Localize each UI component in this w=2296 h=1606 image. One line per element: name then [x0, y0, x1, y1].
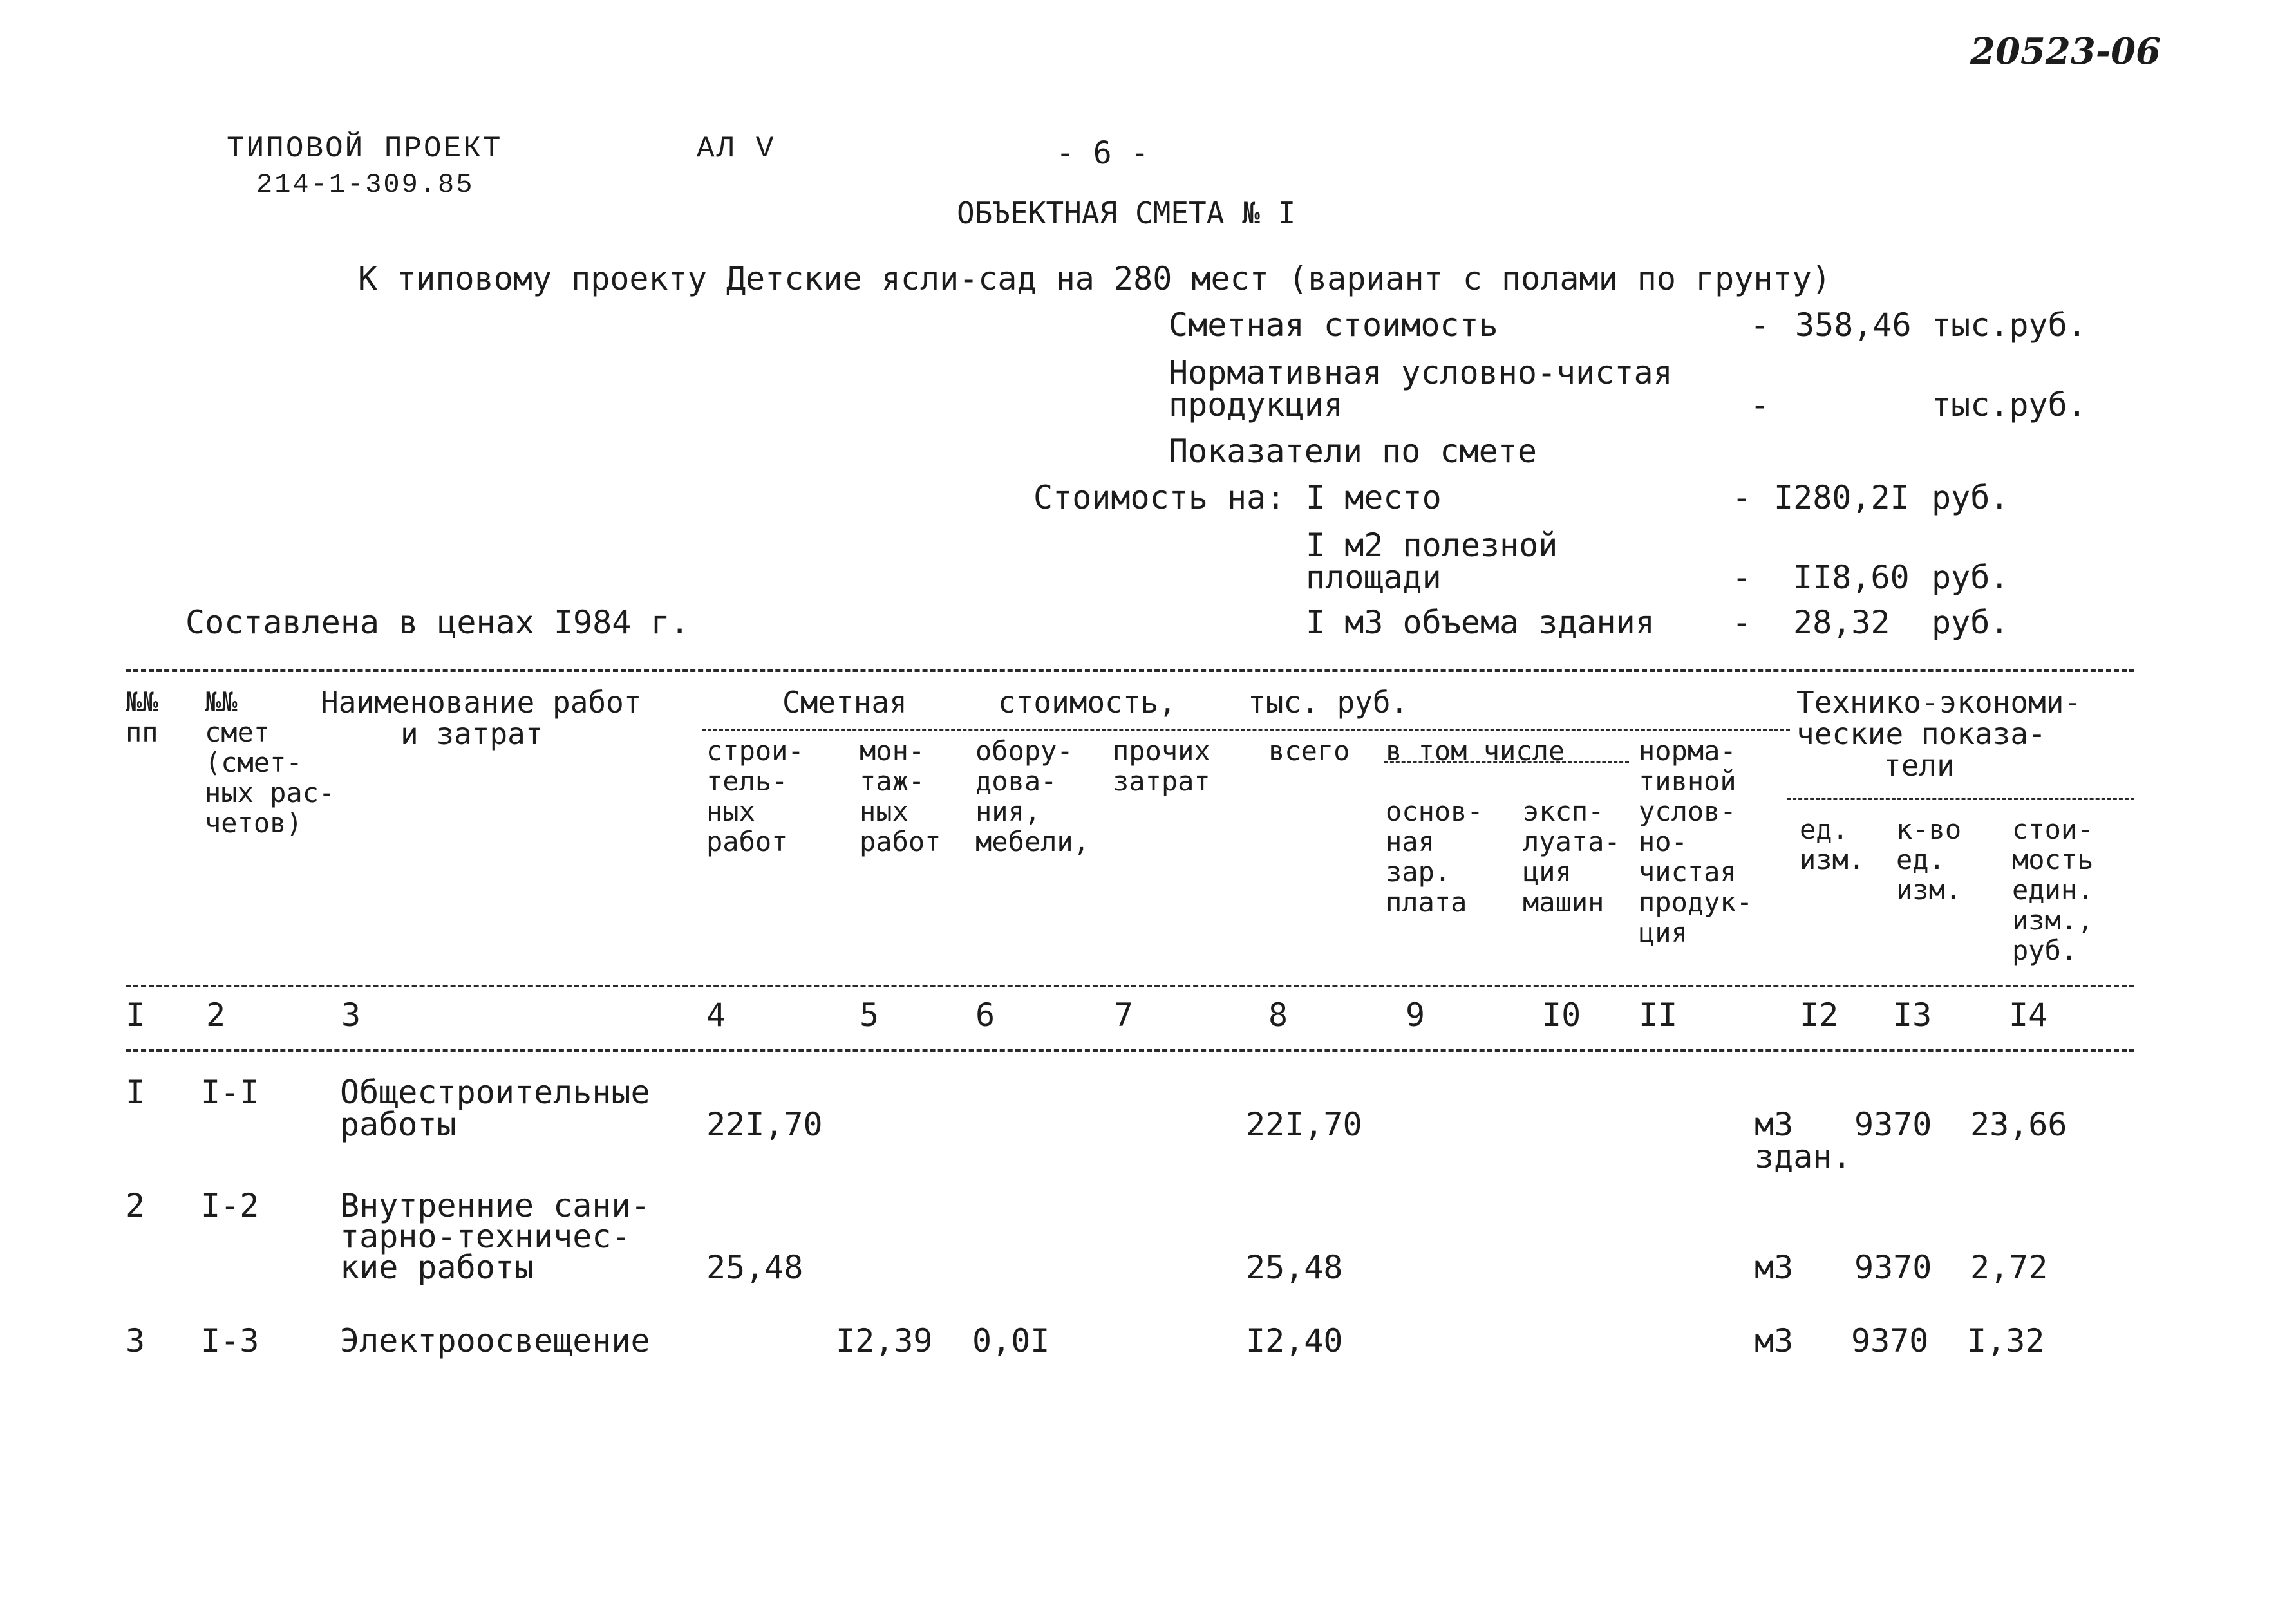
- header-c6-line3: ния,: [975, 796, 1041, 827]
- per-m2-unit: руб.: [1932, 559, 2009, 596]
- document-title: ОБЪЕКТНАЯ СМЕТА № I: [957, 196, 1296, 230]
- header-c10-line2: луата-: [1523, 826, 1621, 857]
- header-including: в том числе: [1386, 735, 1565, 767]
- header-c6-line4: мебели,: [975, 826, 1090, 857]
- header-c10-line4: машин: [1523, 886, 1604, 918]
- header-c11-line2: тивной: [1639, 765, 1736, 797]
- header-c5-line1: мон-: [860, 735, 925, 767]
- header-c14-line3: един.: [2012, 874, 2094, 906]
- per-m3-value: 28,32: [1793, 604, 1890, 641]
- header-c2-line3: (смет-: [205, 747, 303, 778]
- column-numbers-rule: [126, 1049, 2134, 1052]
- header-c14-line4: изм.,: [2012, 904, 2094, 936]
- column-number: II: [1639, 996, 1678, 1034]
- header-cost-group-3: тыс. руб.: [1248, 685, 1409, 720]
- estimate-number: I-2: [201, 1187, 259, 1224]
- header-c11-line5: чистая: [1639, 856, 1736, 888]
- header-c4-line2: тель-: [706, 765, 788, 797]
- header-c1-line1: №№: [126, 686, 158, 718]
- unit-line2: здан.: [1755, 1138, 1852, 1175]
- normative-product-unit: тыс.руб.: [1932, 386, 2087, 424]
- column-number: I: [126, 996, 146, 1034]
- total-cost: 25,48: [1246, 1249, 1343, 1286]
- project-stamp-number: 214-1-309.85: [256, 169, 475, 200]
- equipment-cost: 0,0I: [972, 1322, 1050, 1359]
- header-cost-group-2: стоимость,: [998, 685, 1176, 720]
- header-c10-line3: ция: [1523, 856, 1572, 888]
- header-c11-line7: ция: [1639, 917, 1688, 948]
- header-cost-group-1: Сметная: [782, 685, 907, 720]
- per-m2-label-2: площади: [1306, 559, 1442, 596]
- estimate-number: I-3: [201, 1322, 259, 1359]
- header-c13-line3: изм.: [1896, 874, 1962, 906]
- per-place-value: I280,2I: [1774, 479, 1910, 516]
- header-c14-line1: стои-: [2012, 814, 2094, 845]
- header-c9-line1: основ-: [1386, 796, 1483, 827]
- total-cost: 22I,70: [1246, 1106, 1362, 1143]
- quantity: 9370: [1851, 1322, 1929, 1359]
- header-c5-line4: работ: [860, 826, 941, 857]
- construction-cost: 22I,70: [706, 1106, 823, 1143]
- document-subtitle: К типовому проекту Детские ясли-сад на 280 мест (вариант с полами по грунту): [358, 260, 1831, 297]
- estimated-cost-dash: -: [1750, 306, 1770, 344]
- header-c11-line3: услов-: [1639, 796, 1736, 827]
- total-cost: I2,40: [1246, 1322, 1343, 1359]
- unit-line1: м3: [1755, 1106, 1794, 1143]
- per-place-dash: -: [1732, 479, 1752, 516]
- project-stamp-type: ТИПОВОЙ ПРОЕКТ: [227, 132, 503, 165]
- quantity: 9370: [1854, 1249, 1932, 1286]
- cost-per-label: Стоимость на:: [1033, 479, 1286, 516]
- header-c4-line3: ных: [706, 796, 755, 827]
- work-name-line3: кие работы: [340, 1249, 534, 1286]
- column-number: 3: [341, 996, 361, 1034]
- per-place-label: I место: [1306, 479, 1442, 516]
- table-top-rule: [126, 669, 2134, 672]
- header-c6-line2: дова-: [975, 765, 1057, 797]
- per-m3-unit: руб.: [1932, 604, 2009, 641]
- unit-cost: I,32: [1967, 1322, 2045, 1359]
- header-tech-group-1: Технико-экономи-: [1796, 685, 2082, 720]
- header-c11-line1: норма-: [1639, 735, 1736, 767]
- work-name-line2: работы: [340, 1106, 456, 1143]
- header-c3-line1: Наименование работ: [321, 685, 642, 720]
- estimated-cost-unit: тыс.руб.: [1932, 306, 2087, 344]
- per-m3-dash: -: [1732, 604, 1752, 641]
- cost-group-rule: [702, 729, 1790, 731]
- header-c9-line2: ная: [1386, 826, 1435, 857]
- header-c13-line1: к-во: [1896, 814, 1962, 845]
- header-c4-line1: строи-: [706, 735, 804, 767]
- header-c2-line5: четов): [205, 807, 303, 839]
- header-c14-line2: мость: [2012, 844, 2094, 875]
- per-m2-value: II8,60: [1793, 559, 1910, 596]
- estimated-cost-value: 358,46: [1795, 306, 1912, 344]
- tech-group-rule: [1787, 798, 2134, 800]
- work-name-line2: тарно-техничес-: [340, 1218, 631, 1255]
- row-number: 2: [126, 1187, 146, 1224]
- work-name-line1: Электроосвещение: [340, 1322, 650, 1359]
- column-number: 4: [706, 996, 726, 1034]
- column-number: I3: [1893, 996, 1932, 1034]
- header-c5-line2: таж-: [860, 765, 925, 797]
- column-number: 5: [860, 996, 880, 1034]
- album-stamp: АЛ V: [697, 132, 776, 165]
- work-name-line1: Общестроительные: [340, 1074, 650, 1111]
- column-number: 9: [1406, 996, 1426, 1034]
- per-m2-label-1: I м2 полезной: [1306, 527, 1558, 564]
- header-c12-line2: изм.: [1800, 844, 1865, 875]
- row-number: I: [126, 1074, 146, 1111]
- row-number: 3: [126, 1322, 146, 1359]
- estimate-number: I-I: [201, 1074, 259, 1111]
- indicators-label: Показатели по смете: [1169, 433, 1537, 470]
- header-c1-line2: пп: [126, 716, 158, 748]
- header-c3-line2: и затрат: [400, 716, 543, 751]
- header-c11-line6: продук-: [1639, 886, 1753, 918]
- header-c6-line1: обору-: [975, 735, 1073, 767]
- work-name-line1: Внутренние сани-: [340, 1187, 650, 1224]
- unit-line1: м3: [1755, 1322, 1794, 1359]
- header-c10-line1: эксп-: [1523, 796, 1604, 827]
- column-number: 2: [206, 996, 226, 1034]
- header-bottom-rule: [126, 985, 2134, 987]
- unit-cost: 23,66: [1970, 1106, 2067, 1143]
- unit-line1: м3: [1755, 1249, 1794, 1286]
- page-number: - 6 -: [1056, 135, 1149, 171]
- header-c8: всего: [1268, 735, 1350, 767]
- header-c11-line4: но-: [1639, 826, 1688, 857]
- per-place-unit: руб.: [1932, 479, 2009, 516]
- header-c14-line5: руб.: [2012, 935, 2078, 966]
- normative-product-label-1: Нормативная условно-чистая: [1169, 354, 1673, 391]
- header-c2-line1: №№: [205, 686, 238, 718]
- header-c9-line3: зар.: [1386, 856, 1451, 888]
- column-number: 7: [1114, 996, 1134, 1034]
- column-number: I4: [2009, 996, 2048, 1034]
- unit-cost: 2,72: [1970, 1249, 2048, 1286]
- column-number: 6: [975, 996, 995, 1034]
- header-c5-line3: ных: [860, 796, 908, 827]
- per-m3-label: I м3 объема здания: [1306, 604, 1655, 641]
- installation-cost: I2,39: [836, 1322, 933, 1359]
- estimated-cost-label: Сметная стоимость: [1169, 306, 1498, 344]
- header-c12-line1: ед.: [1800, 814, 1849, 845]
- header-c7-line2: затрат: [1113, 765, 1210, 797]
- per-m2-dash: -: [1732, 559, 1752, 596]
- header-c2-line2: смет: [205, 716, 270, 748]
- header-c4-line4: работ: [706, 826, 788, 857]
- header-c2-line4: ных рас-: [205, 777, 335, 808]
- header-tech-group-2: ческие показа-: [1796, 716, 2046, 751]
- header-tech-group-3: тели: [1883, 748, 1955, 783]
- construction-cost: 25,48: [706, 1249, 804, 1286]
- prices-note: Составлена в ценах I984 г.: [185, 604, 690, 641]
- column-number: 8: [1268, 996, 1288, 1034]
- column-number: I0: [1542, 996, 1581, 1034]
- column-number: I2: [1800, 996, 1839, 1034]
- header-c9-line4: плата: [1386, 886, 1467, 918]
- document-number: 20523-06: [1970, 30, 2161, 73]
- header-c13-line2: ед.: [1896, 844, 1945, 875]
- quantity: 9370: [1854, 1106, 1932, 1143]
- normative-product-dash: -: [1750, 386, 1770, 424]
- header-c7-line1: прочих: [1113, 735, 1210, 767]
- normative-product-label-2: продукция: [1169, 386, 1343, 424]
